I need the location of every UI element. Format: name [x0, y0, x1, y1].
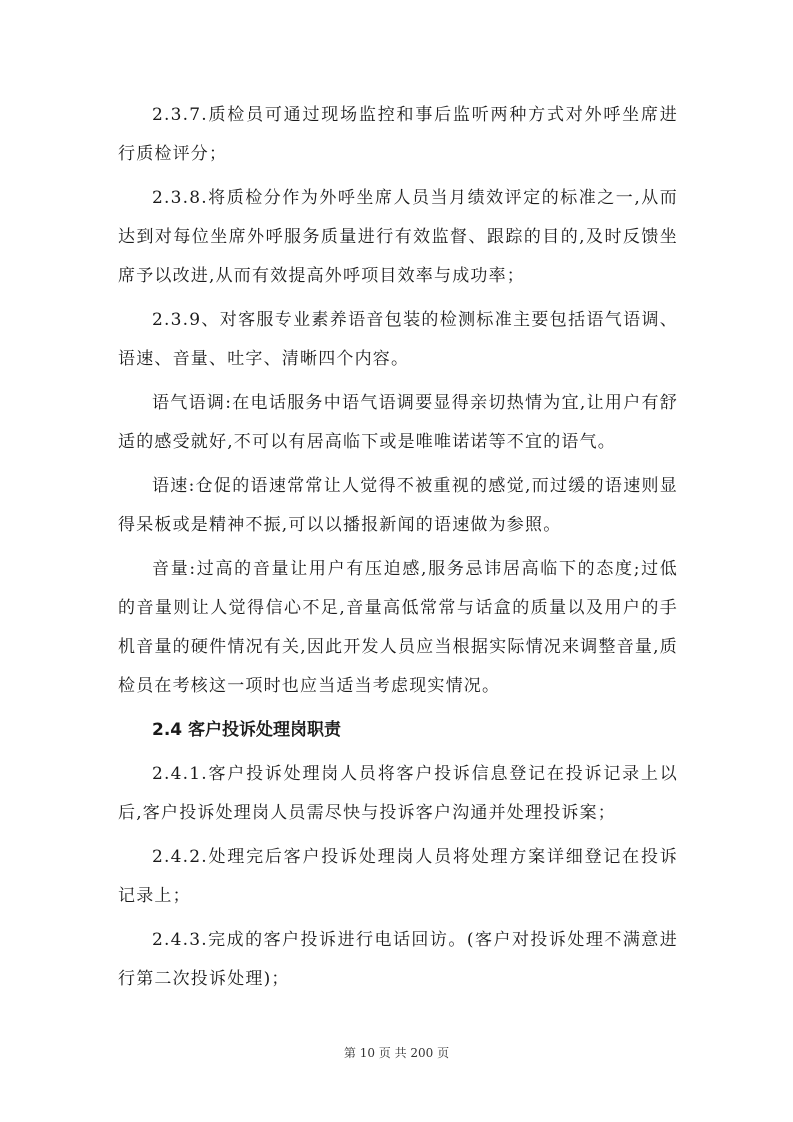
paragraph-tone: 语气语调:在电话服务中语气语调要显得亲切热情为宜,让用户有舒适的感受就好,不可以有居高临下或是唯唯诺诺等不宜的语气。 [118, 393, 678, 452]
document-body [118, 96, 678, 1004]
paragraph-2-3-7: 2.3.7.质检员可通过现场监控和事后监听两种方式对外呼坐席进行质检评分； [118, 105, 678, 164]
paragraph-2-4-3: 2.4.3.完成的客户投诉进行电话回访。(客户对投诉处理不满意进行第二次投诉处理)； [118, 930, 678, 989]
paragraph-volume: 音量:过高的音量让用户有压迫感,服务忌讳居高临下的态度;过低的音量则让人觉得信心不足,音量高低常常与话盒的质量以及用户的手机音量的硬件情况有关,因此开发人员应当根据实际情况来调整音量,质检员在考核这一项时也应当适当考虑现实情况。 [118, 559, 678, 696]
paragraph-2-4-1: 2.4.1.客户投诉处理岗人员将客户投诉信息登记在投诉记录上以后,客户投诉处理岗人员需尽快与投诉客户沟通并处理投诉案； [118, 764, 678, 823]
paragraph-2-3-9: 2.3.9、对客服专业素养语音包装的检测标准主要包括语气语调、语速、音量、吐字、清晰四个内容。 [118, 310, 678, 369]
paragraph-2-3-8: 2.3.8.将质检分作为外呼坐席人员当月绩效评定的标准之一,从而达到对每位坐席外呼服务质量进行有效监督、跟踪的目的,及时反馈坐席予以改进,从而有效提高外呼项目效率与成功率； [118, 188, 678, 286]
section-heading-2-4: 2.4 客户投诉处理岗职责 [152, 720, 342, 740]
page-number-footer: 第 10 页 共 200 页 [343, 1046, 450, 1060]
paragraph-speed: 语速:仓促的语速常常让人觉得不被重视的感觉,而过缓的语速则显得呆板或是精神不振,可以以播报新闻的语速做为参照。 [118, 476, 678, 535]
paragraph-2-4-2: 2.4.2.处理完后客户投诉处理岗人员将处理方案详细登记在投诉记录上； [118, 847, 678, 906]
